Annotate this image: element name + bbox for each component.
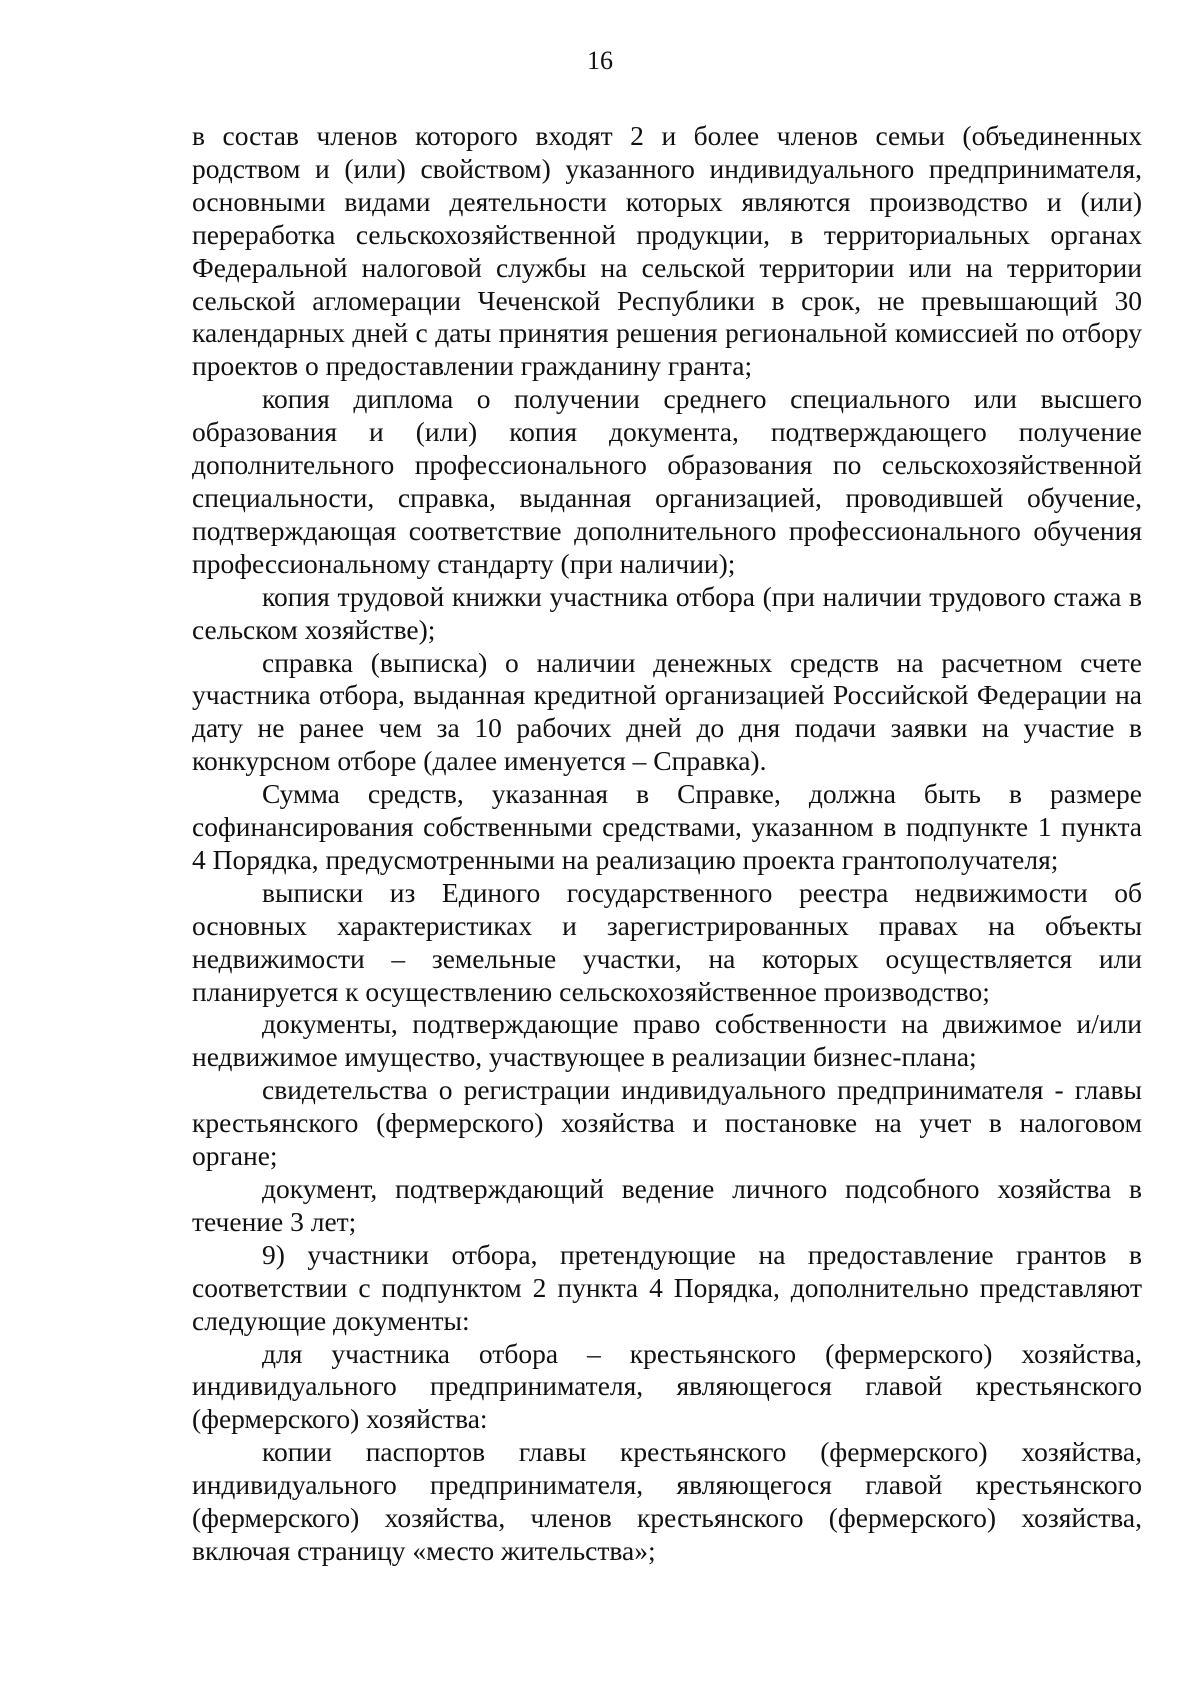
document-body (192, 120, 1142, 1568)
paragraph-funds-amount: Сумма средств, указанная в Справке, должна быть в размере софинансирования собственными средствами, указанном в подпункте 1 пункта 4 Порядка, предусмотренными на реализацию проекта грантополучателя; (192, 778, 1142, 875)
paragraph-ownership-documents: документы, подтверждающие право собственности на движимое и/или недвижимое имущество, участвующее в реализации бизнес-плана; (192, 1008, 1142, 1073)
paragraph-farm-participant: для участника отбора – крестьянского (фермерского) хозяйства, индивидуального предпринимателя, являющегося главой крестьянского (фермерского) хозяйства: (192, 1337, 1142, 1435)
paragraph-diploma-copy: копия диплома о получении среднего специального или высшего образования и (или) копия документа, подтверждающего получение дополнительного профессионального образования по сельскохозяйственной специальности, справка, выданная организацией, проводившей обучение, подтверждающая соответствие дополнительного профессионального обучения профессиональному стандарту (при наличии); (192, 383, 1142, 579)
paragraph-passport-copies: копии паспортов главы крестьянского (фермерского) хозяйства, индивидуального предпринимателя, являющегося главой крестьянского (фермерского) хозяйства, членов крестьянского (фермерского) хозяйства, включая страницу «место жительства»; (192, 1436, 1142, 1566)
paragraph-work-record-copy: копия трудовой книжки участника отбора (при наличии трудового стажа в сельском хозяйстве); (192, 580, 1142, 645)
paragraph-registration-certificates: свидетельства о регистрации индивидуального предпринимателя - главы крестьянского (фермерского) хозяйства и постановке на учет в налоговом органе; (192, 1074, 1142, 1172)
page-number: 16 (587, 46, 613, 75)
paragraph-continuation: в состав членов которого входят 2 и более членов семьи (объединенных родством и (или) свойством) указанного индивидуального предпринимателя, основными видами деятельности которых являются производство и (или) переработка сельскохозяйственной продукции, в территориальных органах Федеральной налоговой службы на сельской территории или на территории сельской агломерации Чеченской Республики в срок, не превышающий 30 календарных дней с даты принятия решения региональной комиссией по отбору проектов о предоставлении гражданину гранта; (192, 120, 1142, 382)
paragraph-household-document: документ, подтверждающий ведение личного подсобного хозяйства в течение 3 лет; (192, 1173, 1142, 1237)
paragraph-registry-extracts: выписки из Единого государственного реестра недвижимости об основных характеристиках и зарегистрированных правах на объекты недвижимости – земельные участки, на которых осуществляется или планируется к осуществлению сельскохозяйственное производство; (192, 876, 1142, 1007)
paragraph-item-9: 9) участники отбора, претендующие на предоставление грантов в соответствии с подпунктом 2 пункта 4 Порядка, дополнительно представляют следующие документы: (192, 1238, 1142, 1336)
paragraph-bank-statement: справка (выписка) о наличии денежных средств на расчетном счете участника отбора, выданная кредитной организацией Российской Федерации на дату не ранее чем за 10 рабочих дней до дня подачи заявки на участие в конкурсном отборе (далее именуется – Справка). (192, 646, 1142, 777)
